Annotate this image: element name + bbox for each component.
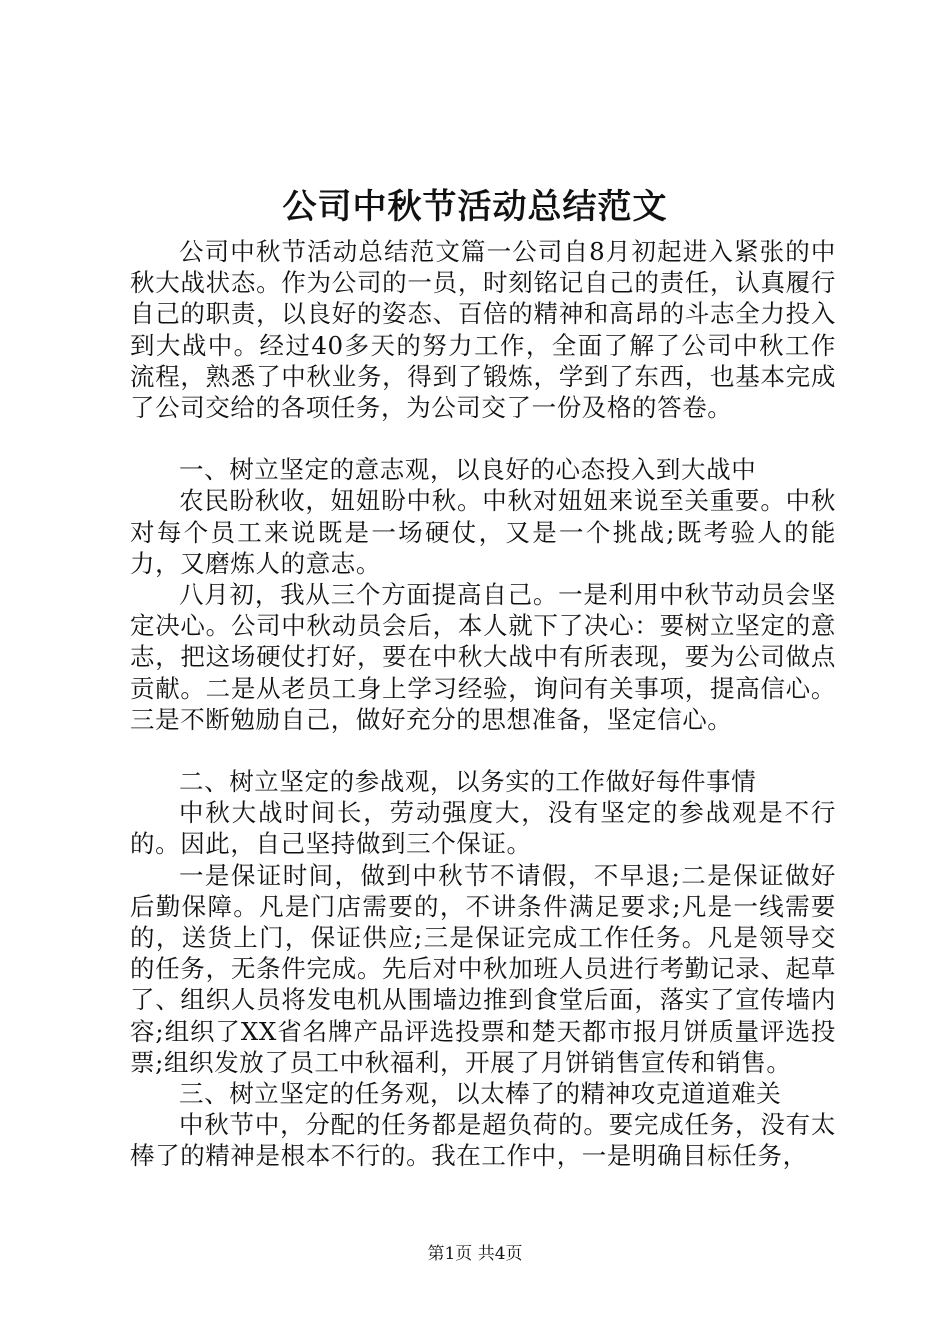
page-footer: 第1页 共4页 — [427, 1244, 523, 1264]
section-heading-1: 一、树立坚定的意志观，以良好的心态投入到大战中 — [179, 455, 757, 485]
section-heading-3: 三、树立坚定的任务观，以太棒了的精神攻克道道难关 — [179, 1079, 782, 1109]
paragraph-1-1: 农民盼秋收，妞妞盼中秋。中秋对妞妞来说至关重要。中秋对每个员工来说既是一场硬仗，又是一个挑战;既考验人的能力，又磨炼人的意志。 — [130, 486, 836, 578]
document-title: 公司中秋节活动总结范文 — [282, 187, 668, 227]
paragraph-1-2: 八月初，我从三个方面提高自己。一是利用中秋节动员会坚定决心。公司中秋动员会后，本人就下了决心：要树立坚定的意志，把这场硬仗打好，要在中秋大战中有所表现，要为公司做点贡献。二是从老员工身上学习经验，询问有关事项，提高信心。三是不断勉励自己，做好充分的思想准备，坚定信心。 — [130, 580, 836, 734]
paragraph-2-1: 中秋大战时间长，劳动强度大，没有坚定的参战观是不行的。因此，自己坚持做到三个保证。 — [130, 798, 836, 859]
paragraph-intro: 公司中秋节活动总结范文篇一公司自8月初起进入紧张的中秋大战状态。作为公司的一员，时刻铭记自己的责任，认真履行自己的职责，以良好的姿态、百倍的精神和高昂的斗志全力投入到大战中。经过40多天的努力工作，全面了解了公司中秋工作流程，熟悉了中秋业务，得到了锻炼，学到了东西，也基本完成了公司交给的各项任务，为公司交了一份及格的答卷。 — [130, 237, 836, 423]
paragraph-3-1: 中秋节中，分配的任务都是超负荷的。要完成任务，没有太棒了的精神是根本不行的。我在工作中，一是明确目标任务， — [130, 1110, 836, 1171]
section-heading-2: 二、树立坚定的参战观，以务实的工作做好每件事情 — [179, 767, 757, 797]
paragraph-2-2: 一是保证时间，做到中秋节不请假，不早退;二是保证做好后勤保障。凡是门店需要的，不讲条件满足要求;凡是一线需要的，送货上门，保证供应;三是保证完成工作任务。凡是领导交的任务，无条件完成。先后对中秋加班人员进行考勤记录、起草了、组织人员将发电机从围墙边推到食堂后面，落实了宣传墙内容;组织了XX省名牌产品评选投票和楚天都市报月饼质量评选投票;组织发放了员工中秋福利，开展了月饼销售宣传和销售。 — [130, 860, 836, 1077]
document-body — [130, 236, 836, 1172]
